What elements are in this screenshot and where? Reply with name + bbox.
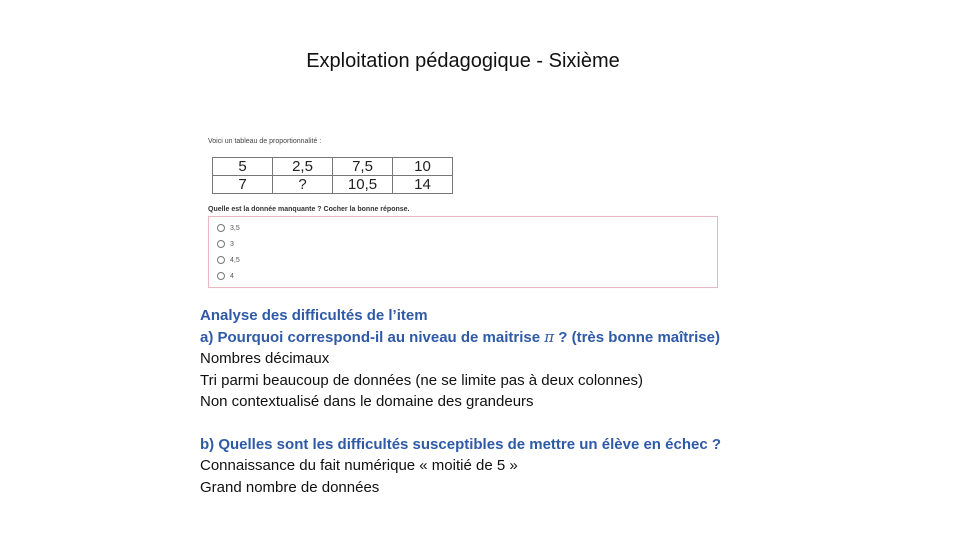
reason-b-item: Connaissance du fait numérique « moitié de 5 » <box>200 457 518 474</box>
answer-option-label: 3,5 <box>230 224 240 232</box>
answer-option-label: 4 <box>230 272 234 280</box>
exercise-intro: Voici un tableau de proportionnalité : <box>208 138 322 145</box>
exercise-screenshot <box>205 134 720 290</box>
table-cell: 10 <box>393 158 453 176</box>
answer-option[interactable] <box>217 272 234 280</box>
answer-options-box <box>208 216 718 288</box>
question-b: b) Quelles sont les difficultés susceptibles de mettre un élève en échec ? <box>200 435 722 453</box>
answer-option-label: 3 <box>230 240 234 248</box>
question-a <box>200 327 820 349</box>
radio-button[interactable] <box>217 240 225 248</box>
radio-button[interactable] <box>217 224 225 232</box>
question-a-text: a) Pourquoi correspond-il au niveau de maitrise <box>200 328 545 346</box>
slide-title: Exploitation pédagogique - Sixième <box>306 50 620 72</box>
table-cell: 10,5 <box>333 176 393 194</box>
reason-a-item: Nombres décimaux <box>200 350 330 367</box>
table-cell: 7 <box>213 176 273 194</box>
answer-option[interactable] <box>217 256 240 264</box>
radio-button[interactable] <box>217 256 225 264</box>
exercise-question: Quelle est la donnée manquante ? Cocher la bonne réponse. <box>208 206 410 213</box>
answer-option[interactable] <box>217 240 234 248</box>
table-cell: ? <box>273 176 333 194</box>
reason-b-item: Grand nombre de données <box>200 478 380 496</box>
table-cell: 2,5 <box>273 158 333 176</box>
analysis-heading: Analyse des difficultés de l’item <box>200 307 428 324</box>
question-a-suffix: ? (très bonne maîtrise) <box>554 328 720 346</box>
table-row <box>213 176 453 194</box>
table-cell: 14 <box>393 176 453 194</box>
proportionality-table <box>212 157 453 194</box>
table-cell: 7,5 <box>333 158 393 176</box>
answer-option-label: 4,5 <box>230 256 240 264</box>
analysis-section <box>200 305 820 498</box>
table-cell: 5 <box>213 158 273 176</box>
reason-a-item: Tri parmi beaucoup de données (ne se limite pas à deux colonnes) <box>200 371 644 389</box>
radio-button[interactable] <box>217 272 225 280</box>
pi-symbol: π <box>544 327 555 346</box>
table-row <box>213 158 453 176</box>
reason-a-item: Non contextualisé dans le domaine des grandeurs <box>200 393 534 410</box>
answer-option[interactable] <box>217 224 240 232</box>
